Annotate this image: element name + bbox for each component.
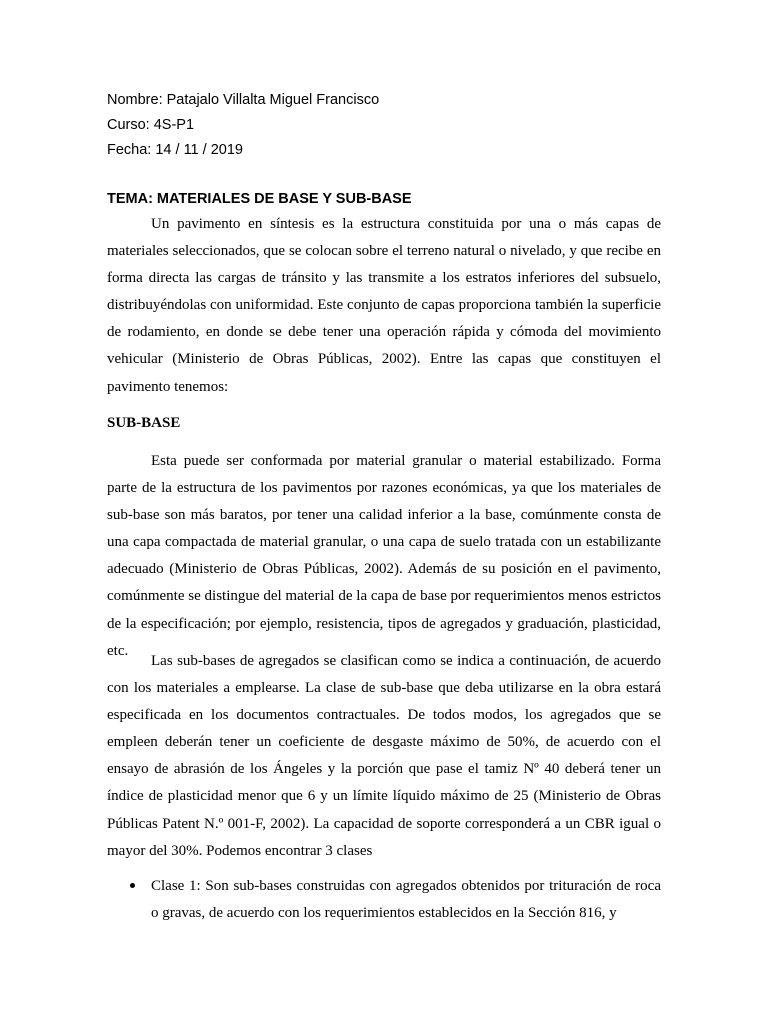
topic-title: TEMA: MATERIALES DE BASE Y SUB-BASE [107,191,412,207]
list-item-text: Clase 1: Son sub-bases construidas con agregados obtenidos por trituración de roca o gravas, de acuerdo con los requerimientos establecidos en la Sección 816, y [151,878,661,922]
intro-paragraph: Un pavimento en síntesis es la estructura constituida por una o más capas de materiales seleccionados, que se colocan sobre el terreno natural o nivelado, y que recibe en forma directa las cargas de tránsito y las transmite a los estratos inferiores del subsuelo, distribuyéndolas con uniformidad. Este conjunto de capas proporciona también la superficie de rodamiento, en donde se debe tener una operación rápida y cómoda del movimiento vehicular (Ministerio de Obras Públicas, 2002). Entre las capas que constituyen el pavimento tenemos: [107,216,661,395]
section-title-sub-base: SUB-BASE [107,415,181,431]
date: Fecha: 14 / 11 / 2019 [107,142,243,158]
course: Curso: 4S-P1 [107,117,195,133]
classification-paragraph: Las sub-bases de agregados se clasifican como se indica a continuación, de acuerdo con los materiales a emplearse. La clase de sub-base que deba utilizarse en la obra estará especificada en los documentos contractuales. De todos modos, los agregados que se empleen deberán tener un coeficiente de desgaste máximo de 50%, de acuerdo con el ensayo de abrasión de los Ángeles y la porción que pase el tamiz Nº 40 deberá tener un índice de plasticidad menor que 6 y un límite líquido máximo de 25 (Ministerio de Obras Públicas Patent N.º 001-F, 2002). La capacidad de soporte corresponderá a un CBR igual o mayor del 30%. Podemos encontrar 3 clases [107,653,661,859]
bullet-icon [130,883,135,888]
sub-base-paragraph: Esta puede ser conformada por material granular o material estabilizado. Forma parte de la estructura de los pavimentos por razones económicas, ya que los materiales de sub-base son más baratos, por tener una calidad inferior a la base, comúnmente consta de una capa compactada de material granular, o una capa de suelo tratada con un estabilizante adecuado (Ministerio de Obras Públicas, 2002). Además de su posición en el pavimento, comúnmente se distingue del material de la capa de base por requerimientos menos estrictos de la especificación; por ejemplo, resistencia, tipos de agregados y graduación, plasticidad, etc. [107,453,661,659]
student-name: Nombre: Patajalo Villalta Miguel Francisco [107,92,380,108]
